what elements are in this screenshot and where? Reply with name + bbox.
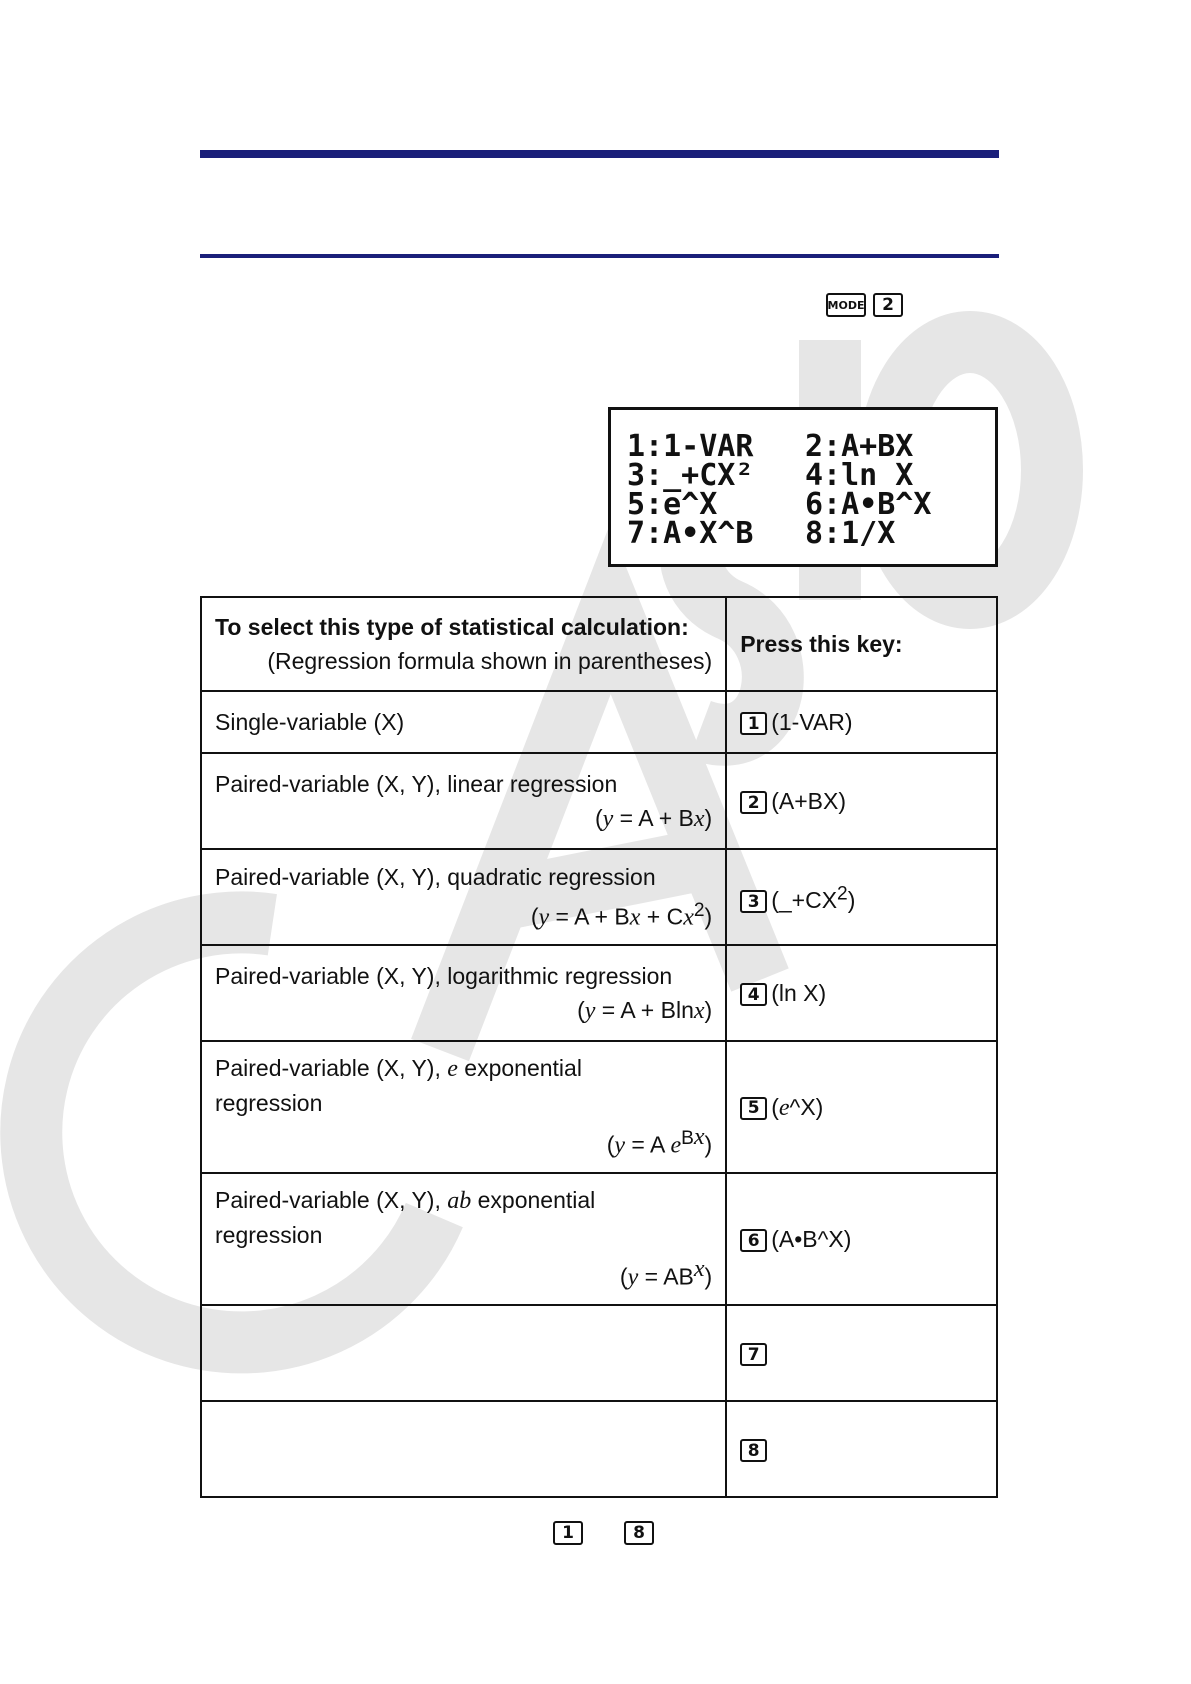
key-label-part: ( [771, 1093, 779, 1120]
superscript [693, 1256, 705, 1283]
var-y: y [627, 1264, 639, 1291]
row-description-cell [201, 753, 726, 849]
lcd-row [627, 458, 995, 493]
row-description: Paired-variable (X, Y), logarithmic regression [215, 962, 673, 989]
paren: ( [594, 804, 603, 831]
lcd-item: 1:1-VAR [627, 429, 754, 464]
desc-part: Paired-variable (X, Y), [215, 1055, 448, 1082]
row-description: Paired-variable (X, Y), quadratic regression [215, 863, 656, 890]
desc-italic: ab [447, 1188, 472, 1215]
lcd-item: 8:1/X [805, 516, 896, 551]
formula-text: = A + Bln [595, 996, 694, 1023]
var-y: y [584, 997, 596, 1024]
sup-b: B [681, 1128, 694, 1150]
paren: ( [577, 996, 585, 1023]
row-key-cell [726, 1173, 997, 1305]
row-description-cell [201, 849, 726, 945]
row-description-cell [201, 1173, 726, 1305]
paren: ( [619, 1263, 628, 1290]
paren: ) [704, 903, 713, 930]
table-row [201, 1173, 997, 1305]
header-rule-thick [200, 150, 999, 158]
header-type-sub: (Regression formula shown in parentheses) [267, 648, 713, 674]
row-description-cell [201, 1041, 726, 1173]
var-y: y [538, 904, 550, 931]
key-7-icon: 7 [740, 1343, 767, 1366]
paren: ( [530, 903, 539, 930]
table-row [201, 691, 997, 753]
table-row [201, 1401, 997, 1497]
row-key-cell [726, 945, 997, 1041]
paren: ) [704, 1131, 713, 1158]
paren: ) [704, 996, 713, 1023]
row-formula [215, 993, 712, 1028]
lcd-item: 3:_+CX² [627, 458, 754, 493]
key-label: (ln X) [771, 980, 827, 1006]
header-cell-key: Press this key: [726, 597, 997, 691]
key-1-icon: 1 [553, 1521, 583, 1545]
desc-part: exponential [457, 1055, 582, 1082]
key-1-icon: 1 [740, 712, 767, 735]
formula-text: = AB [638, 1263, 694, 1290]
table-header-row [201, 597, 997, 691]
row-description [201, 1305, 726, 1401]
superscript: 2 [837, 883, 848, 905]
key-label [771, 883, 856, 913]
desc-part: exponential [471, 1187, 596, 1214]
key-label: (A+BX) [771, 788, 846, 814]
row-formula [215, 1120, 712, 1163]
var-x: x [693, 1124, 705, 1151]
formula-text: = A + B [613, 804, 694, 831]
row-description [201, 1401, 726, 1497]
lcd-row [627, 487, 995, 522]
row-key-cell [726, 753, 997, 849]
header-cell-type [201, 597, 726, 691]
key-5-icon: 5 [740, 1097, 767, 1120]
var-x: x [683, 904, 694, 931]
var-y: y [602, 805, 614, 832]
key-6-icon: 6 [740, 1229, 767, 1252]
two-key-icon: 2 [873, 293, 903, 317]
key-label-italic: e [778, 1094, 790, 1121]
lcd-item: 5:e^X [627, 487, 718, 522]
row-key-cell [726, 1401, 997, 1497]
var-y: y [614, 1132, 626, 1159]
key-label-part: (_+CX [771, 886, 838, 913]
paren: ( [606, 1131, 615, 1158]
var-e: e [670, 1132, 682, 1159]
header-rule-thin [200, 254, 999, 258]
row-key-cell [726, 1305, 997, 1401]
row-key-cell [726, 1041, 997, 1173]
table-row [201, 1305, 997, 1401]
lcd-row [627, 429, 995, 464]
desc-italic: e [447, 1056, 458, 1083]
paren: ) [704, 1263, 713, 1290]
mode-key-icon: MODE [826, 293, 866, 317]
row-description-line2: regression [215, 1090, 323, 1117]
key-label: (A•B^X) [771, 1226, 852, 1252]
key-label: (1-VAR) [771, 709, 853, 735]
formula-text: = A + B [549, 903, 630, 930]
key-label-part: ) [847, 886, 856, 913]
table-row [201, 849, 997, 945]
row-description [215, 1051, 712, 1086]
table-row [201, 1041, 997, 1173]
var-x: x [629, 904, 641, 931]
row-key-cell [726, 849, 997, 945]
formula-text: = A [625, 1131, 671, 1158]
key-4-icon: 4 [740, 983, 767, 1006]
regression-type-table [200, 596, 998, 1498]
row-description [215, 1183, 712, 1218]
var-x: x [693, 1256, 705, 1283]
row-description: Single-variable (X) [201, 691, 726, 753]
lcd-item: 6:A•B^X [805, 487, 932, 522]
var-x: x [693, 805, 705, 832]
formula-text: + C [640, 903, 684, 930]
key-8-icon: 8 [624, 1521, 654, 1545]
paren: ) [704, 804, 713, 831]
row-key-cell [726, 691, 997, 753]
row-formula [215, 801, 712, 836]
lcd-item: 2:A+BX [805, 429, 914, 464]
row-description-cell [201, 945, 726, 1041]
key-label-part: ^X) [789, 1093, 824, 1120]
table-row [201, 945, 997, 1041]
row-formula [215, 1252, 712, 1295]
var-x: x [693, 997, 705, 1024]
key-2-icon: 2 [740, 791, 767, 814]
superscript: 2 [693, 899, 705, 921]
table-row [201, 753, 997, 849]
key-8-icon: 8 [740, 1439, 767, 1462]
row-formula [215, 894, 712, 935]
desc-part: Paired-variable (X, Y), [215, 1187, 448, 1214]
row-description-line2: regression [215, 1222, 323, 1249]
lcd-row [627, 516, 995, 551]
superscript [681, 1124, 705, 1151]
key-label [771, 1094, 823, 1120]
row-description: Paired-variable (X, Y), linear regression [215, 770, 618, 797]
key-3-icon: 3 [740, 890, 767, 913]
lcd-item: 7:A•X^B [627, 516, 754, 551]
lcd-menu-screen [608, 407, 998, 567]
header-type-bold: To select this type of statistical calculation: [215, 614, 689, 640]
lcd-item: 4:ln X [805, 458, 914, 493]
